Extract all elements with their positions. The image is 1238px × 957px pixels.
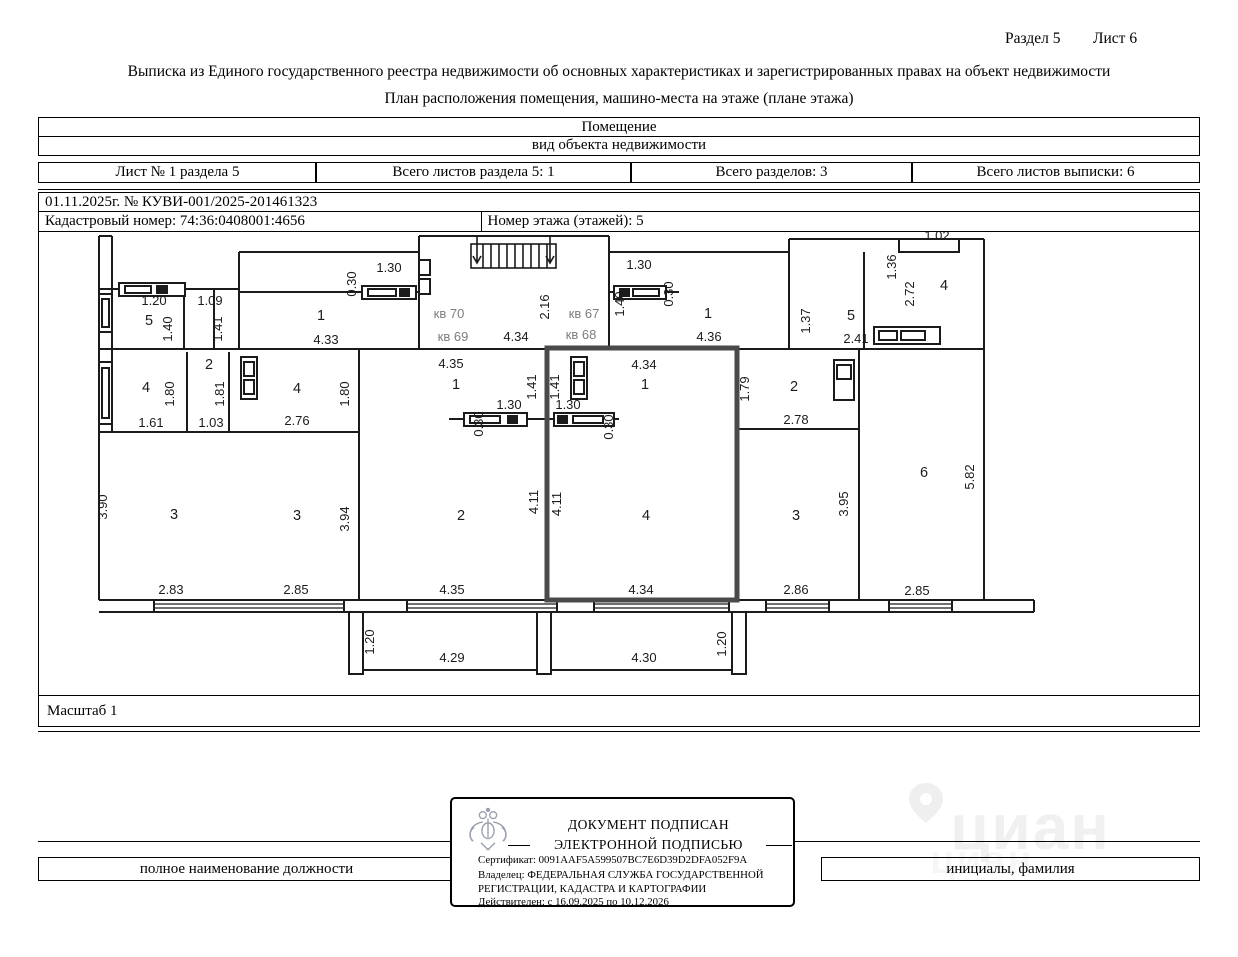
dimension-label: 2.83 [158,582,184,597]
dimension-label: 4.34 [503,329,529,344]
dimension-label: 1.40 [160,316,175,342]
signature-stamp [450,797,795,907]
dimension-label: 4.34 [628,582,654,597]
section-number: Раздел 5 [1005,30,1061,47]
meta-sections-cell: Всего разделов: 3 [630,162,913,183]
stamp-validity: Действителен: с 16.09.2025 по 10.12.2026 [478,896,669,908]
dimension-label: 1.79 [737,376,752,402]
room-number-label: 5 [144,313,154,329]
object-type-caption: вид объекта недвижимости [38,136,1200,156]
dimension-label: 1.37 [798,308,813,334]
stamp-rule-left [508,845,530,846]
dimension-label: 1.20 [141,293,167,308]
dimension-label: 1.09 [197,293,223,308]
room-number-label: 1 [316,308,326,324]
staircase [471,236,556,268]
divider-line [38,189,1200,190]
dimension-label: 1.61 [138,415,164,430]
dimension-label: 3.94 [337,506,352,532]
dimension-label: 1.41 [547,374,562,400]
dimension-label: 1.40 [612,291,627,317]
stamp-rule-right [766,845,792,846]
dimension-label: 1.41 [524,374,539,400]
floor-plan-container [38,231,1200,727]
dimension-label: 2.85 [904,583,930,598]
dimension-label: 4.11 [549,491,564,517]
room-number-label: 6 [919,465,929,481]
dimension-label: 2.16 [537,294,552,320]
floor-number: Номер этажа (этажей): 5 [481,211,1201,232]
dimension-label: 3.90 [95,494,110,520]
meta-sheet-cell: Лист № 1 раздела 5 [38,162,317,183]
room-number-label: 2 [204,357,214,373]
dimension-label: 0.30 [471,411,486,437]
dimension-label: 4.11 [526,489,541,515]
dimension-label: 1.02 [924,232,950,243]
cian-pin-icon [905,780,947,826]
meta-sheets-of-section-cell: Всего листов раздела 5: 1 [315,162,632,183]
balconies [349,612,746,674]
room-number-label: 4 [939,278,949,294]
dimension-label: 4.36 [696,329,722,344]
dimension-label: 1.30 [496,397,522,412]
room-number-label: 1 [703,306,713,322]
dimension-label: 1.30 [555,397,581,412]
dimension-label: 4.29 [439,650,465,665]
eagle-emblem-icon [462,804,514,854]
room-number-label: 4 [641,508,651,524]
document-title: Выписка из Единого государственного реестра недвижимости об основных характеристиках и зарегистрированных правах на объект недвижимости [127,63,1111,80]
apartment-number-label: кв 69 [437,329,469,344]
document-subtitle: План расположения помещения, машино-места на этаже (плане этажа) [384,90,854,107]
stamp-owner-line1: Владелец: ФЕДЕРАЛЬНАЯ СЛУЖБА ГОСУДАРСТВЕННОЙ [478,869,764,881]
dimension-label: 0.30 [601,414,616,440]
dimension-label: 3.95 [836,491,851,517]
room-number-label: 4 [141,380,151,396]
plan-bottom-line [38,731,1200,732]
stamp-line1: ДОКУМЕНТ ПОДПИСАН [567,817,730,832]
dimension-label: 2.41 [843,331,869,346]
dimension-label: 2.76 [284,413,310,428]
dimension-label: 2.78 [783,412,809,427]
dimension-label: 4.35 [438,356,464,371]
dimension-label: 5.82 [962,464,977,490]
dimension-label: 4.30 [631,650,657,665]
dimension-label: 0.30 [344,271,359,297]
dimension-label: 0.30 [661,281,676,307]
apartment-number-label: кв 70 [433,306,465,321]
scale-label: Масштаб 1 [39,695,1199,726]
room-number-label: 4 [292,381,302,397]
dimension-label: 1.20 [714,631,729,657]
dimension-label: 1.80 [337,381,352,407]
room-number-label: 3 [292,508,302,524]
sheet-number: Лист 6 [1093,30,1138,47]
initials-surname-cell: инициалы, фамилия [821,857,1200,881]
room-number-label: 5 [846,308,856,324]
dimension-label: 1.41 [210,316,225,342]
cadastral-number: Кадастровый номер: 74:36:0408001:4656 [38,211,482,232]
stamp-certificate: Сертификат: 0091AAF5A599507BC7E6D39D2DFA052F9A [478,854,748,866]
dimension-label: 2.86 [783,582,809,597]
room-number-label: 2 [456,508,466,524]
apartment-number-label: кв 68 [565,327,597,342]
meta-total-sheets-cell: Всего листов выписки: 6 [911,162,1200,183]
object-type-value: Помещение [38,117,1200,137]
dimension-label: 1.30 [376,260,402,275]
dimension-label: 4.35 [439,582,465,597]
floor-plan [39,232,1198,695]
room-number-label: 3 [169,507,179,523]
dimension-label: 1.30 [626,257,652,272]
dimension-label: 1.36 [884,254,899,280]
dimension-label: 4.34 [631,357,657,372]
room-number-label: 2 [789,379,799,395]
dimension-label: 1.80 [162,381,177,407]
room-number-label: 1 [640,377,650,393]
dimension-label: 1.03 [198,415,224,430]
apartment-number-label: кв 67 [568,306,600,321]
dimension-label: 1.81 [212,381,227,407]
dimension-label: 2.85 [283,582,309,597]
dimension-label: 1.20 [362,629,377,655]
stamp-owner-line2: РЕГИСТРАЦИИ, КАДАСТРА И КАРТОГРАФИИ [478,883,707,895]
position-title-cell: полное наименование должности [38,857,455,881]
stamp-line2: ЭЛЕКТРОННОЙ ПОДПИСЬЮ [554,837,743,852]
dimension-label: 2.72 [902,281,917,307]
cian-watermark: циан [950,791,1111,863]
room-number-label: 1 [451,377,461,393]
document-number: 01.11.2025г. № КУВИ-001/2025-201461323 [38,192,1200,212]
dimension-label: 4.33 [313,332,339,347]
room-number-label: 3 [791,508,801,524]
